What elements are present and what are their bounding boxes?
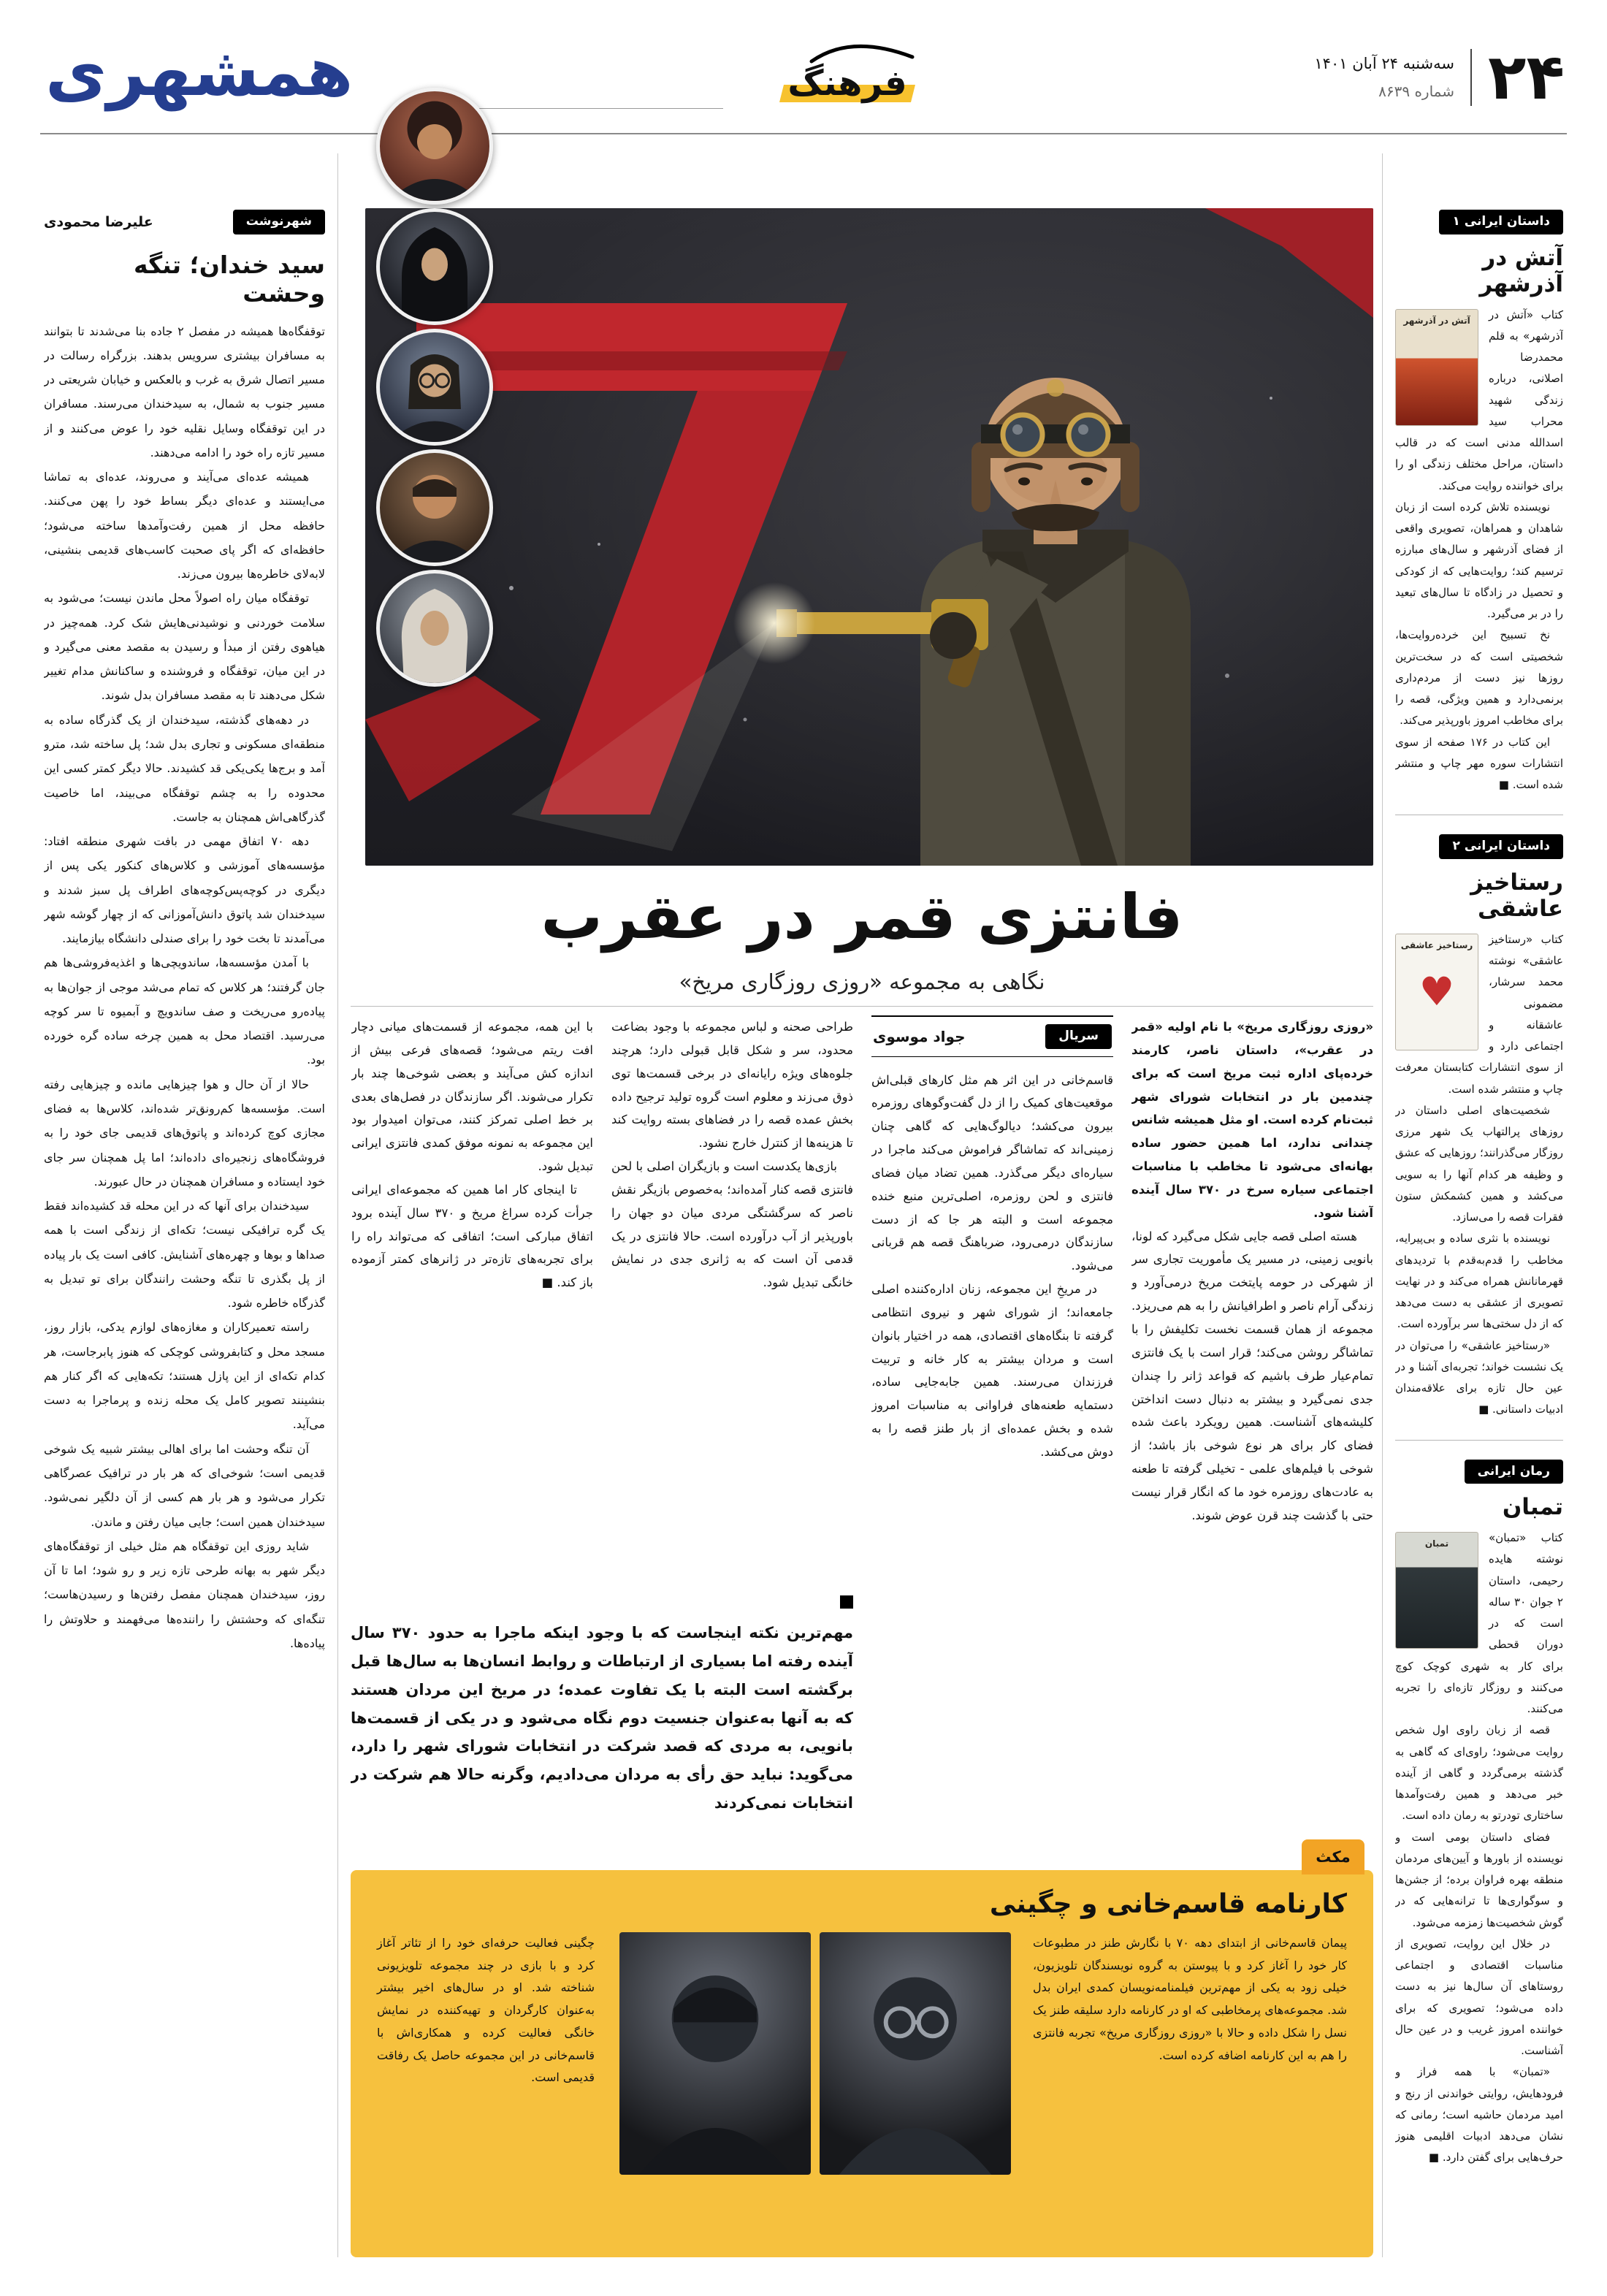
article-paragraph: طراحی صحنه و لباس مجموعه با وجود بضاعت محدود، سر و شکل قابل قبولی دارد؛ هرچند جلوه‌های ویژه رایانه‌ای در برخی قسمت‌ها توی ذوق می‌زند و معلوم است گروه تولید ترجیح داده بخش عمده قصه را در فضاهای بسته روایت کند تا هزینه‌ها از کنترل خارج نشود. [611,1020,853,1151]
dateline [1314,50,1454,104]
left-rail-kicker: شهرنوشت [233,210,325,234]
article-paragraph: «رستاخیز عاشقی» را می‌توان در یک نشست خواند؛ تجربه‌ای آشنا و در عین حال تازه برای علاقه‌مندان ادبیات داستانی. ■ [1395,1338,1563,1416]
header-divider [467,108,723,109]
left-rail-title: سید خندان؛ تنگه وحشت [133,250,325,308]
box-tab: مکث [1302,1839,1364,1874]
body-column-4 [351,1015,593,1578]
left-rail-byline: علیرضا محمودی [44,213,153,230]
body-column-1 [1131,1015,1373,1841]
pull-quote [351,1593,853,1841]
lead-paragraph: «روزی روزگاری مریخ» با نام اولیه «قمر در عقرب»، داستان ناصر، کارمند خرده‌پای اداره ثبت مریخ است که برای چندمین بار در انتخابات شورای شهر ثبت‌نام کرده است. او مثل همیشه شانس چندانی ندارد، اما همین حضور ساده بهانه‌ای می‌شود تا مخاطب با مناسبات اجتماعی سیاره سرخ در ۳۷۰ سال آینده آشنا شود. [1131,1020,1373,1220]
article-paragraph: «تمبان» با همه فراز و فرودهایش، روایتی خواندنی از رنج و امید مردمان حاشیه است؛ رمانی که نشان می‌دهد ادبیات اقلیمی هنوز حرف‌هایی برای گفتن دارد. ■ [1395,2065,1563,2165]
article-paragraph: در خلال این روایت، تصویری از مناسبات اقتصادی و اجتماعی روستاهای آن سال‌ها نیز به دست داده می‌شود؛ تصویری که برای خواننده امروز غریب و در عین حال آشناست. [1395,1937,1563,2057]
article-paragraph: توقفگاه میان راه اصولاً محل ماندن نیست؛ می‌شود به سلامت خوردنی و نوشیدنی‌هایش شک کرد. همه‌چیز در هیاهوی رفتن از مبدأ و رسیدن به مقصد معنی می‌گیرد و در این میان، توقفگاه و فروشنده و ساکنانش مدام تغییر شکل می‌دهند تا به مقصد مسافران بدل شوند. [44,591,325,703]
divider [351,1006,1373,1007]
left-rail-header [44,210,325,234]
section-header [738,38,957,108]
portrait-photo [376,88,493,205]
portrait-photo [376,208,493,325]
book-review-1 [1395,210,1563,796]
left-rail [44,210,325,2255]
issue-number: شماره ۸۶۳۹ [1378,82,1455,100]
column-divider [337,153,338,2257]
main-article [351,150,1373,2261]
article-paragraph: کتاب «تمبان» نوشته هایده رحیمی، داستان ۲ جوان ۳۰ ساله است که در دوران قحطی برای کار به شهری کوچک کوچ می‌کنند و روزگار تازه‌ای را تجربه می‌کنند. [1395,1531,1563,1715]
right-rail [1395,210,1563,2255]
article-paragraph: همیشه عده‌ای می‌آیند و می‌روند، عده‌ای به تماشا می‌ایستند و عده‌ای دیگر بساط خود را پهن می‌کنند. حافظه محل از همین رفت‌وآمدها ساخته می‌شود؛ حافظه‌ای که اگر پای صحبت کاسب‌های قدیمی بنشینی، لابه‌لای خاطره‌ها بیرون می‌زند. [44,470,325,581]
box-photos [617,1932,1011,2175]
section-title: فرهنگ [787,63,907,104]
article-paragraph: توقفگاه‌ها همیشه در مفصل ۲ جاده بنا می‌شدند تا بتوانند به مسافران بیشتری سرویس بدهند. بزرگراه رسالت در مسیر اتصال شرق به غرب و بالعکس و خیابان شریعتی در مسیر جنوب به شمال، به سیدخندان می‌رسند. مسافران در این توقفگاه وسایل نقلیه خود را عوض می‌کنند و از مسیر تازه راه خود را ادامه می‌دهند. [44,324,325,459]
article-title: تمبان [1502,1494,1563,1520]
article-title: آتش در آذرشهر [1479,244,1563,297]
article-body [351,1015,1373,1841]
column-divider [1382,153,1383,2257]
body-column-2 [871,1015,1113,1841]
article-paragraph: کتاب «آتش در آذرشهر» به قلم محمدرضا اصلانی، درباره زندگی شهید محراب سید اسدالله مدنی است که در قالب داستان، مراحل مختلف زندگی او را برای خواننده روایت می‌کند. [1395,308,1563,492]
pull-quote-header [351,1595,853,1609]
main-subheadline: نگاهی به مجموعه «روزی روزگاری مریخ» [679,969,1045,994]
body-column-3 [611,1015,853,1578]
article-kicker: داستان ایرانی ۱ [1439,210,1563,234]
article-paragraph: حالا از آن حال و هوا چیزهایی مانده و چیزهایی رفته است. مؤسسه‌ها کم‌رونق‌تر شده‌اند، کلاس‌ها به فضای مجازی کوچ کرده‌اند و پاتوق‌های قدیمی جای خود را به فروشگاه‌های زنجیره‌ای داده‌اند؛ اما پل همچنان سر جای خود ایستاده و مسافران همچنان در حال عبورند. [44,1077,325,1189]
page-info [1314,42,1565,112]
author-byline: جواد موسوی [873,1027,966,1045]
article-paragraph: پیمان قاسم‌خانی از ابتدای دهه ۷۰ با نگارش طنز در مطبوعات کار خود را آغاز کرد و با پیوستن به گروه نویسندگان تلویزیون، خیلی زود به یکی از مهم‌ترین فیلمنامه‌نویسان کمدی ایران بدل شد. مجموعه‌های پرمخاطبی که او در کارنامه دارد سلیقه طنز یک نسل را شکل داده و حالا با «روزی روزگاری مریخ» تجربه فانتزی را هم به این کارنامه اضافه کرده است. [1033,1936,1348,2062]
article-paragraph: نخ تسبیح این خرده‌روایت‌ها، شخصیتی است که در سخت‌ترین روزها نیز دست از مردم‌داری برنمی‌دارد و همین ویژگی، قصه را برای مخاطب امروز باورپذیر می‌کند. [1395,628,1563,728]
box-text-left [377,1932,595,2175]
book-review-2 [1395,815,1563,1420]
author-box [871,1015,1113,1057]
article-paragraph: آن تنگه وحشت اما برای اهالی بیشتر شبیه یک شوخی قدیمی است؛ شوخی‌ای که هر بار در ترافیک عصرگاهی تکرار می‌شود و هر بار هم کسی از آن دلگیر نمی‌شود. سیدخندان همین است؛ جایی میان رفتن و ماندن. [44,1441,325,1529]
portrait-photo [619,1932,811,2175]
book-cover [1395,934,1478,1050]
article-kicker: رمان ایرانی [1465,1460,1563,1484]
book-cover [1395,309,1478,426]
divider [1470,49,1472,106]
article-paragraph: نویسنده با نثری ساده و بی‌پیرایه، مخاطب را قدم‌به‌قدم با تردیدهای قهرمانانش همراه می‌کند و در نهایت تصویری از عشقی به دست می‌دهد که از دل سختی‌ها سر برآورده است. [1395,1232,1563,1331]
article-paragraph: دهه ۷۰ اتفاق مهمی در بافت شهری منطقه افتاد: مؤسسه‌های آموزشی و کلاس‌های کنکور یکی پس از دیگری در کوچه‌پس‌کوچه‌های اطراف پل سبز شدند و سیدخندان شد پاتوق دانش‌آموزانی که از چهار گوشه شهر می‌آمدند تا بخت خود را برای صندلی دانشگاه بیازمایند. [44,834,325,946]
article-paragraph: چگینی فعالیت حرفه‌ای خود را از تئاتر آغاز کرد و با بازی در چند مجموعه تلویزیونی شناخته شد. او در سال‌های اخیر بیشتر به‌عنوان کارگردان و تهیه‌کننده در نمایش خانگی فعالیت کرده و همکاری‌اش با قاسم‌خانی در این مجموعه حاصل یک رفاقت قدیمی است. [377,1936,595,2085]
portrait-photo [376,329,493,446]
highlight-box [351,1848,1373,2257]
article-paragraph: بازی‌ها یکدست است و بازیگران اصلی با لحن فانتزی قصه کنار آمده‌اند؛ به‌خصوص بازیگر نقش ناصر که سرگشتگی مردی میان دو جهان را باورپذیر از آب درآورده است. حالا فانتزی در یک قدمی آن است که به ژانری جدی در نمایش خانگی تبدیل شود. [611,1159,853,1290]
article-paragraph: در دهه‌های گذشته، سیدخندان از یک گذرگاه ساده به منطقه‌ای مسکونی و تجاری بدل شد؛ پل ساخته شد، مترو آمد و برج‌ها یکی‌یکی قد کشیدند. حالا دیگر کمتر کسی این محدوده را به چشم توقفگاه می‌بیند، اما خاصیت گذرگاهی‌اش همچنان به جاست. [44,712,325,824]
article-paragraph: سیدخندان برای آنها که در این محله قد کشیده‌اند فقط یک گره ترافیکی نیست؛ تکه‌ای از زندگی است با همه صداها و بوها و چهره‌های آشنایش. کافی است یک بار پیاده از پل بگذری تا تنگه وحشت رانندگان برای تو تبدیل به گذرگاه خاطره شود. [44,1199,325,1311]
article-paragraph: قصه از زبان راوی اول شخص روایت می‌شود؛ راوی‌ای که گاهی به گذشته برمی‌گردد و گاهی از آینده خبر می‌دهد و همین رفت‌وآمدها ساختاری تودرتو به رمان داده است. [1395,1723,1563,1823]
main-headline: فانتزی قمر در عقرب [541,881,1183,953]
newspaper-logo: همشهری [45,33,354,111]
feature-image [365,208,1373,866]
article-paragraph: با این همه، مجموعه از قسمت‌های میانی دچار افت ریتم می‌شود؛ قصه‌های فرعی بیش از اندازه کش می‌آیند و بعضی شوخی‌ها چند بار تکرار می‌شوند. اگر سازندگان در فصل‌های بعدی بر خط اصلی تمرکز کنند، می‌توان امیدوار بود این مجموعه به نمونه موفق کمدی فانتزی ایرانی تبدیل شود. [351,1020,593,1174]
portrait-photo [820,1932,1011,2175]
box-title: کارنامه قاسم‌خانی و چگینی [989,1889,1347,1919]
article-title: رستاخیز عاشقی [1470,869,1563,922]
book-cover-title: آتش در آذرشهر [1403,315,1470,326]
article-paragraph: این کتاب در ۱۷۶ صفحه از سوی انتشارات سوره مهر چاپ و منتشر شده است. ■ [1395,735,1563,791]
article-paragraph: نویسنده تلاش کرده است از زبان شاهدان و همراهان، تصویری واقعی از فضای آذرشهر و سال‌های مبارزه ترسیم کند؛ روایت‌هایی که از کودکی و تحصیل در زادگاه تا سال‌های تبعید را در بر می‌گیرد. [1395,500,1563,620]
article-paragraph: راسته تعمیرکاران و مغازه‌های لوازم یدکی، بازار روز، مسجد محل و کتابفروشی کوچکی که هنوز پابرجاست، هر کدام تکه‌ای از این پازل هستند؛ تکه‌هایی که اگر کنار هم بنشینند تصویر کامل یک محله زنده و پرماجرا به دست می‌آید. [44,1320,325,1432]
box-text-right [1033,1932,1347,2175]
box-content [351,1870,1373,2175]
book-cover [1395,1532,1478,1649]
page-number: ۲۴ [1488,41,1565,114]
portrait-photo [376,449,493,566]
book-cover-title: رستاخیز عاشقی [1400,939,1473,950]
article-kicker: داستان ایرانی ۲ [1439,834,1563,859]
issue-date: سه‌شنبه ۲۴ آبان ۱۴۰۱ [1314,55,1455,73]
article-paragraph: کتاب «رستاخیز عاشقی» نوشته محمد سرشار، مضمونی عاشقانه و اجتماعی دارد و از سوی انتشارات کتابستان معرفت چاپ و منتشر شده است. [1395,932,1563,1096]
pullquote-marker-icon [840,1595,853,1609]
portrait-photo [376,570,493,687]
article-paragraph: شاید روزی این توقفگاه هم مثل خیلی از توقفگاه‌های دیگر شهر به بهانه طرحی تازه زیر و رو شود؛ اما تا آن روز، سیدخندان همچنان مفصل رفتن‌ها و رسیدن‌هاست؛ تنگه‌ای که وحشتش را راننده‌ها می‌فهمند و حلاوتش را پیاده‌ها. [44,1538,325,1650]
article-paragraph: در مریخِ این مجموعه، زنان اداره‌کننده اصلی جامعه‌اند؛ از شورای شهر و نیروی انتظامی گرفته تا بنگاه‌های اقتصادی، همه در اختیار بانوان است و مردان بیشتر به کار خانه و تربیت فرزندان می‌رسند. همین جابه‌جایی ساده، دستمایه طعنه‌های فراوانی به مناسبات امروز شده و بخش عمده‌ای از بار طنز قصه را به دوش می‌کشد. [871,1282,1113,1459]
article-paragraph: فضای داستان بومی است و نویسنده از باورها و آیین‌های مردمان منطقه بهره فراوان برده؛ از جشن‌ها و سوگواری‌ها تا ترانه‌هایی که در گوش شخصیت‌ها زمزمه می‌شود. [1395,1830,1563,1929]
pull-quote-text: مهم‌ترین نکته اینجاست که با وجود اینکه ماجرا به حدود ۳۷۰ سال آینده رفته اما بسیاری از ارتباطات و روابط انسان‌ها به سال‌ها قبل برگشته است البته با یک تفاوت عمده؛ در مریخ این مردان هستند که به آنها به‌عنوان جنسیت دوم نگاه می‌شود و در یکی از قسمت‌ها بانویی، به مردی که قصد شرکت در انتخابات شورای شهر را دارد، می‌گوید: نباید حق رأی به مردان می‌دادیم، وگرنه حالا هم شرکت در انتخابات نمی‌کردند [351,1624,853,1812]
article-paragraph: قاسم‌خانی در این اثر هم مثل کارهای قبلی‌اش موقعیت‌های کمیک را از دل گفت‌وگوهای روزمره بیرون می‌کشد؛ دیالوگ‌هایی که گاهی چنان زمینی‌اند که تماشاگر فراموش می‌کند ماجرا در سیاره‌ای دیگر می‌گذرد. همین تضاد میان فضای فانتزی و لحن روزمره، اصلی‌ترین منبع خنده مجموعه است و البته هر جا که از دست سازندگان درمی‌رود، ضرباهنگ قصه هم قربانی می‌شود. [871,1072,1113,1273]
book-cover-title: تمبان [1424,1538,1449,1549]
header-rule [40,133,1567,134]
heart-icon: ♥ [1419,968,1455,1015]
article-paragraph: هسته اصلی قصه جایی شکل می‌گیرد که لونا، بانویی زمینی، در مسیر یک مأموریت تجاری سر از شهرکی در حومه پایتخت مریخ درمی‌آورد و زندگی آرام ناصر و اطرافیانش را به هم می‌ریزد. مجموعه از همان قسمت نخست تکلیفش را با تماشاگر روشن می‌کند؛ قرار است با یک فانتزی تمام‌عیار طرف باشیم که قواعد ژانر را چندان جدی نمی‌گیرد و بیشتر به دنبال دست انداختن کلیشه‌های آشناست. همین رویکرد باعث شده فضای کار برای هر نوع شوخی باز باشد؛ از شوخی با فیلم‌های علمی - تخیلی گرفته تا طعنه به عادت‌های روزمره خود ما که انگار قرار نیست حتی با گذشت چند قرن عوض شوند. [1131,1229,1373,1522]
article-paragraph: شخصیت‌های اصلی داستان در روزهای پرالتهاب یک شهر مرزی روزگار می‌گذرانند؛ روزهایی که عشق و وظیفه هر کدام آنها را به سویی می‌کشد و همین کشمکش ستون فقرات قصه را می‌سازد. [1395,1103,1563,1224]
series-kicker: سریال [1045,1024,1112,1049]
article-paragraph: با آمدن مؤسسه‌ها، ساندویچی‌ها و اغذیه‌فروشی‌ها هم جان گرفتند؛ هر کلاس که تمام می‌شد موجی از جوان‌ها به پیاده‌رو می‌ریخت و صف ساندویچ و آبمیوه تا سر کوچه می‌رسید. اقتصاد محل به همین چرخه ساده گره خورده بود. [44,956,325,1067]
article-paragraph: تا اینجای کار اما همین که مجموعه‌ای ایرانی جرأت کرده سراغ مریخ و ۳۷۰ سال آینده برود اتفاق مبارکی است؛ اتفاقی که می‌تواند راه را برای تجربه‌های تازه‌تر در ژانرهای کمتر آزموده باز کند. ■ [351,1182,593,1290]
book-review-3 [1395,1440,1563,2169]
